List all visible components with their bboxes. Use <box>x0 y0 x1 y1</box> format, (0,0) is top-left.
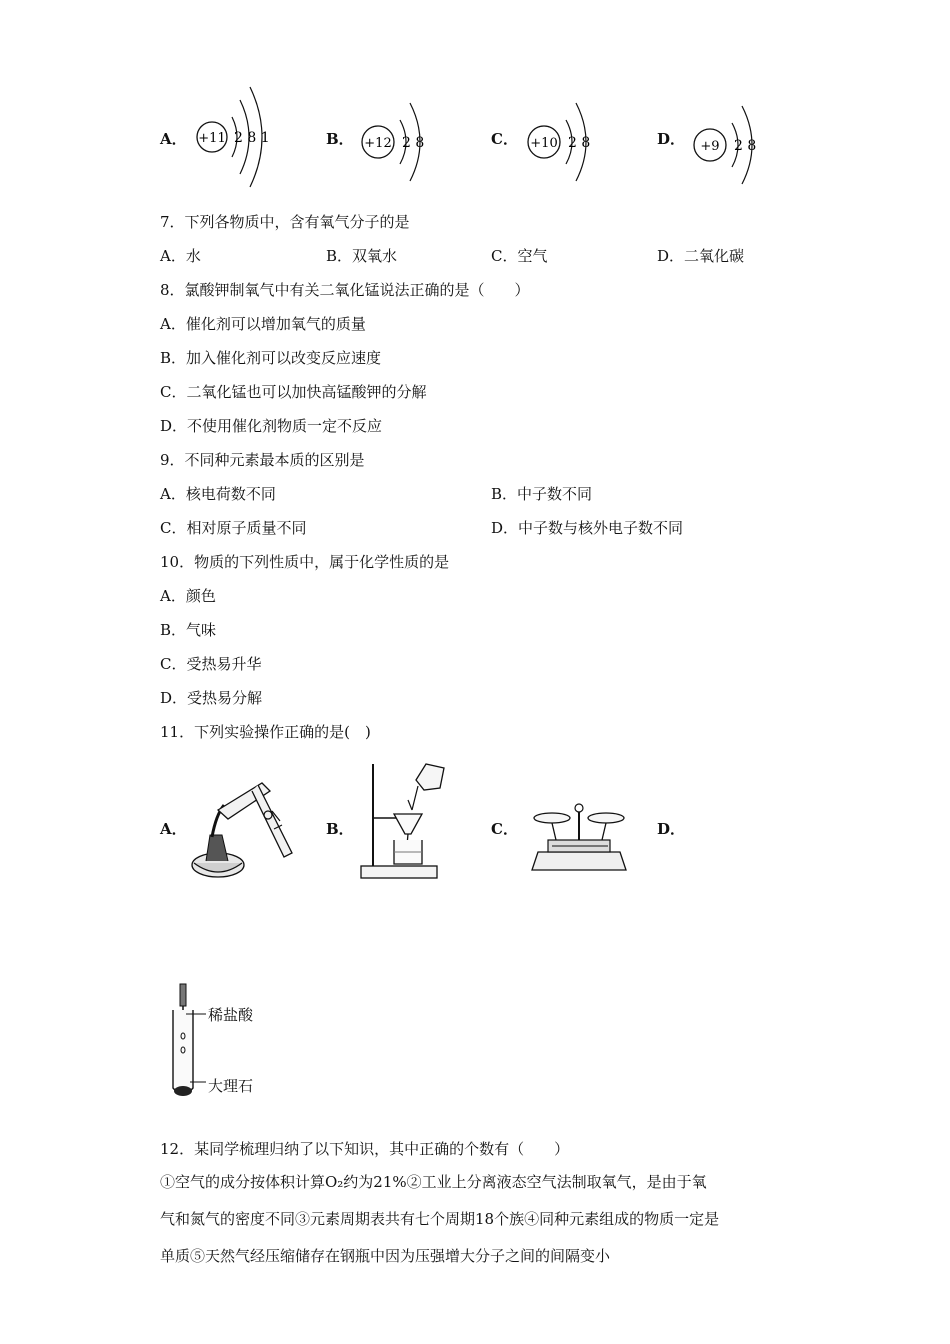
atom-diagram-b[interactable] <box>356 95 436 190</box>
q8-stem: 8．氯酸钾制氧气中有关二氧化锰说法正确的是（ ） <box>160 281 530 299</box>
atom-diagram-c[interactable] <box>522 95 602 190</box>
q7-stem: 7．下列各物质中，含有氧气分子的是 <box>160 213 410 231</box>
q10-option-d[interactable]: D．受热易分解 <box>160 689 263 707</box>
q8-option-a[interactable]: A．催化剂可以增加氧气的质量 <box>160 315 366 333</box>
q9-option-c[interactable]: C．相对原子质量不同 <box>160 519 307 537</box>
q11-option-d-label[interactable]: D． <box>657 820 686 838</box>
q12-line-1: ①空气的成分按体积计算O₂约为21%②工业上分离液态空气法制取氧气，是由于氧 <box>160 1173 707 1191</box>
q9-option-d[interactable]: D．中子数与核外电子数不同 <box>491 519 684 537</box>
q7-option-a[interactable]: A．水 <box>160 247 201 265</box>
balance-scale-image[interactable] <box>526 800 632 880</box>
q12-stem: 12．某同学梳理归纳了以下知识，其中正确的个数有（ ） <box>160 1140 570 1158</box>
label-dilute-hcl: 稀盐酸 <box>208 1006 254 1024</box>
q6-b-nucleus: +12 <box>364 136 392 151</box>
q9-option-b[interactable]: B．中子数不同 <box>491 485 593 503</box>
q11-option-c-label[interactable]: C． <box>491 820 518 838</box>
q6-b-shells: 2 8 <box>402 135 425 151</box>
q6-option-a-label[interactable]: A． <box>160 130 187 148</box>
q7-option-d[interactable]: D．二氧化碳 <box>657 247 745 265</box>
q6-option-d-label[interactable]: D． <box>657 130 686 148</box>
q8-option-b[interactable]: B．加入催化剂可以改变反应速度 <box>160 349 382 367</box>
label-marble: 大理石 <box>208 1077 254 1095</box>
q8-option-c[interactable]: C．二氧化锰也可以加快高锰酸钾的分解 <box>160 383 427 401</box>
q10-stem: 10．物质的下列性质中，属于化学性质的是 <box>160 553 450 571</box>
heating-apparatus-image[interactable] <box>188 775 300 885</box>
q8-option-d[interactable]: D．不使用催化剂物质一定不反应 <box>160 417 383 435</box>
q10-option-a[interactable]: A．颜色 <box>160 587 216 605</box>
q9-stem: 9．不同种元素最本质的区别是 <box>160 451 365 469</box>
q6-option-b-label[interactable]: B． <box>326 130 354 148</box>
q6-a-nucleus: +11 <box>198 131 226 146</box>
filtration-apparatus-image[interactable] <box>356 760 451 882</box>
q6-d-shells: 2 8 <box>734 138 757 154</box>
q10-option-c[interactable]: C．受热易升华 <box>160 655 262 673</box>
q6-c-shells: 2 8 <box>568 135 591 151</box>
q6-d-nucleus: +9 <box>700 139 720 154</box>
q6-c-nucleus: +10 <box>530 136 558 151</box>
q9-option-a[interactable]: A．核电荷数不同 <box>160 485 276 503</box>
q7-option-c[interactable]: C．空气 <box>491 247 548 265</box>
q12-line-3: 单质⑤天然气经压缩储存在钢瓶中因为压强增大分子之间的间隔变小 <box>160 1247 611 1265</box>
q6-a-shells: 2 8 1 <box>234 130 270 146</box>
q12-line-2: 气和氮气的密度不同③元素周期表共有七个周期18个族④同种元素组成的物质一定是 <box>160 1210 720 1228</box>
q7-option-b[interactable]: B．双氧水 <box>326 247 398 265</box>
q11-option-b-label[interactable]: B． <box>326 820 354 838</box>
q6-option-c-label[interactable]: C． <box>491 130 518 148</box>
q10-option-b[interactable]: B．气味 <box>160 621 217 639</box>
atom-diagram-a[interactable] <box>190 82 285 192</box>
q11-stem: 11．下列实验操作正确的是( ) <box>160 723 371 741</box>
atom-diagram-d[interactable] <box>688 98 768 193</box>
q11-option-a-label[interactable]: A． <box>160 820 187 838</box>
